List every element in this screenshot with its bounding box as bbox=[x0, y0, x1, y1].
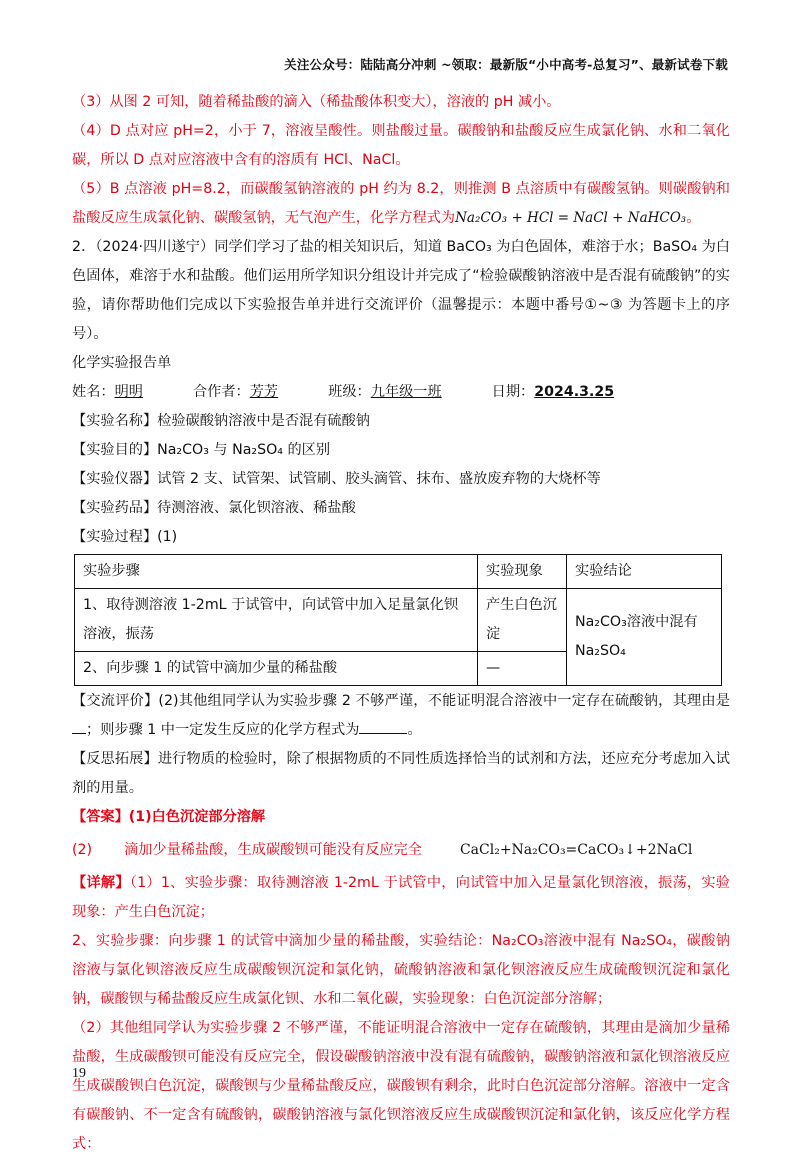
answer-blank-3 bbox=[359, 717, 407, 734]
answer-label: 【答案】 bbox=[72, 809, 129, 825]
report-title: 化学实验报告单 bbox=[72, 355, 172, 371]
row1-step: 1、取待测溶液 1-2mL 于试管中，向试管中加入足量氯化钡溶液，振荡 bbox=[75, 589, 478, 652]
conclusion-cell: Na₂CO₃溶液中混有 Na₂SO₄ bbox=[567, 589, 722, 686]
detail-label: 【详解】 bbox=[72, 875, 130, 891]
explain-p5-formula: Na₂CO₃ + HCl = NaCl + NaHCO₃ bbox=[455, 210, 687, 226]
answer-2-number: (2) bbox=[72, 842, 93, 858]
answer-2-equation: CaCl₂+Na₂CO₃=CaCO₃↓+2NaCl bbox=[459, 842, 693, 858]
row2-phenomenon: — bbox=[478, 652, 567, 686]
header-step: 实验步骤 bbox=[75, 555, 478, 589]
row2-step: 2、向步骤 1 的试管中滴加少量的稀盐酸 bbox=[75, 652, 478, 686]
page-header: 关注公众号：陆陆高分冲刺 ~领取：最新版“小中高考-总复习”、最新试卷下载 bbox=[284, 57, 728, 72]
experiment-table bbox=[74, 554, 722, 686]
experiment-goal: 【实验目的】Na₂CO₃ 与 Na₂SO₄ 的区别 bbox=[72, 442, 331, 458]
explain-p4: （4）D 点对应 pH=2，小于 7，溶液呈酸性。则盐酸过量。碳酸钠和盐酸反应生成氯化钠、水和二氧化碳，所以 D 点对应溶液中含有的溶质有 HCl、NaCl。 bbox=[72, 123, 730, 168]
detail-p2: 2、实验步骤：向步骤 1 的试管中滴加少量的稀盐酸，实验结论：Na₂CO₃溶液中混有 Na₂SO₄，碳酸钠溶液与氯化钡溶液反应生成碳酸钡沉淀和氯化钠，硫酸钠溶液和氯化钡溶液反应生成硫酸钡沉淀和氯化钠，碳酸钡与稀盐酸反应生成氯化钡、水和二氧化碳，实验现象：白色沉淀部分溶解； bbox=[72, 933, 730, 1007]
table-header-row bbox=[75, 555, 722, 589]
answer-2-text: 滴加少量稀盐酸，生成碳酸钡可能没有反应完全 bbox=[124, 842, 422, 858]
table-row bbox=[75, 589, 722, 652]
meta-class: 班级：九年级一班 bbox=[328, 384, 442, 400]
explain-p5-end: 。 bbox=[686, 210, 701, 226]
explain-p3: （3）从图 2 可知，随着稀盐酸的滴入（稀盐酸体积变大），溶液的 pH 减小。 bbox=[72, 94, 561, 110]
header-conclusion: 实验结论 bbox=[567, 555, 722, 589]
answer-blank-2 bbox=[72, 717, 86, 734]
answer-1: (1)白色沉淀部分溶解 bbox=[128, 809, 266, 825]
answer-line-2 bbox=[72, 836, 730, 865]
question-2-stem: 2．（2024·四川遂宁）同学们学习了盐的相关知识后，知道 BaCO₃ 为白色固体，难溶于水；BaSO₄ 为白色固体，难溶于水和盐酸。他们运用所学知识分组设计并完成了“检验碳酸钠溶液中是否混有硫酸钠”的实验，请你帮助他们完成以下实验报告单并进行交流评价（温馨提示：本题中番号①~③ 为答题卡上的序号）。 bbox=[72, 239, 730, 342]
experiment-reagents: 【实验药品】待测溶液、氯化钡溶液、稀盐酸 bbox=[72, 500, 356, 516]
evaluation: 【交流评价】(2)其他组同学认为实验步骤 2 不够严谨，不能证明混合溶液中一定存在硫酸钠，其理由是；则步骤 1 中一定发生反应的化学方程式为 。 bbox=[72, 693, 730, 738]
report-meta bbox=[72, 378, 730, 407]
page-number: 19 bbox=[72, 1066, 86, 1081]
answer-line-1 bbox=[72, 803, 730, 832]
explain-p5-text: （5）B 点溶液 pH=8.2，而碳酸氢钠溶液的 pH 约为 8.2，则推测 B 点溶质中有碳酸氢钠。则碳酸钠和盐酸反应生成氯化钠、碳酸氢钠，无气泡产生，化学方程式为 bbox=[72, 181, 730, 226]
experiment-instruments: 【实验仪器】试管 2 支、试管架、试管刷、胶头滴管、抹布、盛放废弃物的大烧杯等 bbox=[72, 471, 601, 487]
page-content bbox=[72, 88, 730, 1159]
header-phenomenon: 实验现象 bbox=[478, 555, 567, 589]
meta-date: 日期：2024.3.25 bbox=[491, 384, 615, 400]
explain-p5 bbox=[72, 175, 730, 233]
reflection: 【反思拓展】进行物质的检验时，除了根据物质的不同性质选择恰当的试剂和方法，还应充分考虑加入试剂的用量。 bbox=[72, 751, 730, 796]
experiment-process: 【实验过程】(1) bbox=[72, 529, 178, 545]
row1-phenomenon: 产生白色沉淀 bbox=[478, 589, 567, 652]
meta-name: 姓名：明明 bbox=[72, 384, 143, 400]
meta-partner: 合作者：芳芳 bbox=[192, 384, 279, 400]
detail-p1: 【详解】（1）1、实验步骤：取待测溶液 1-2mL 于试管中，向试管中加入足量氯化钡溶液，振荡，实验现象：产生白色沉淀； bbox=[72, 875, 730, 920]
experiment-name: 【实验名称】检验碳酸钠溶液中是否混有硫酸钠 bbox=[72, 413, 370, 429]
detail-p3: （2）其他组同学认为实验步骤 2 不够严谨，不能证明混合溶液中一定存在硫酸钠，其理由是滴加少量稀盐酸，生成碳酸钡可能没有反应完全，假设碳酸钠溶液中没有混有硫酸钠，碳酸钠溶液和氯化钡溶液反应生成碳酸钡白色沉淀，碳酸钡与少量稀盐酸反应，碳酸钡有剩余，此时白色沉淀部分溶解。溶液中一定含有碳酸钠、不一定含有硫酸钠，碳酸钠溶液与氯化钡溶液反应生成碳酸钡沉淀和氯化钠，该反应化学方程式： bbox=[72, 1020, 730, 1152]
